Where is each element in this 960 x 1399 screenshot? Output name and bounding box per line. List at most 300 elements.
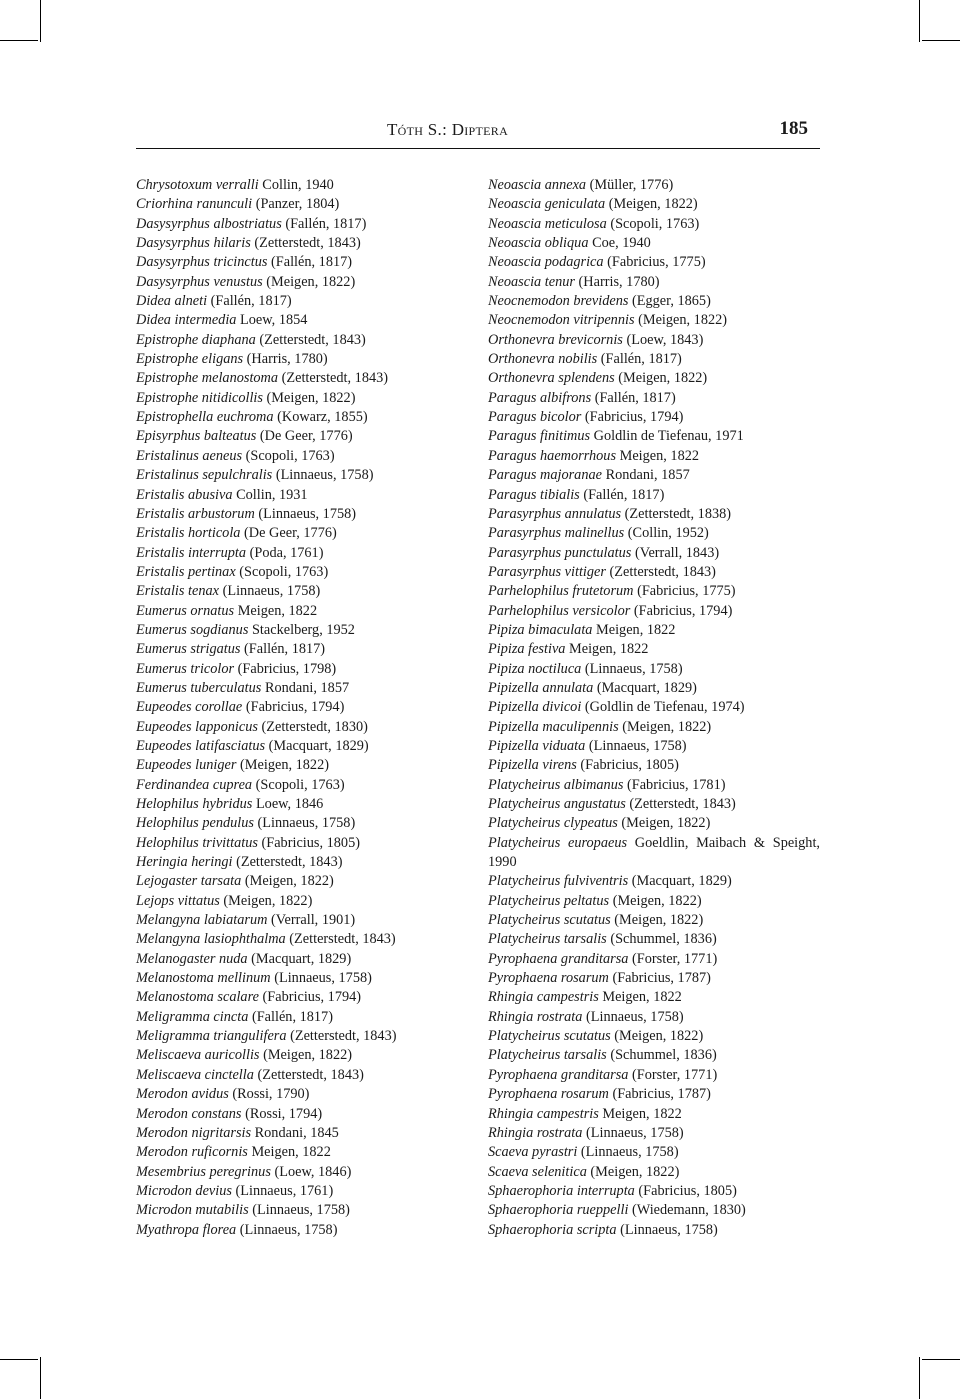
species-entry — [136, 834, 466, 853]
species-name: Pipiza noctiluca — [488, 660, 582, 677]
species-entry — [488, 1046, 820, 1065]
species-authority: (Meigen, 1822) — [638, 312, 728, 329]
species-authority: (Zetterstedt, 1843) — [289, 931, 396, 948]
species-authority: (Fallén, 1817) — [244, 641, 326, 658]
species-entry — [488, 1201, 820, 1220]
header-separator: : — [442, 120, 452, 139]
species-authority: (Fallén, 1817) — [271, 254, 353, 271]
species-authority: (Goldlin de Tiefenau, 1974) — [584, 699, 745, 716]
species-name: Meligramma triangulifera — [136, 1028, 287, 1045]
species-name: Eupeodes lapponicus — [136, 718, 258, 735]
species-authority: (Fallén, 1817) — [600, 351, 682, 368]
species-name: Scaeva selenitica — [488, 1163, 587, 1180]
species-name: Eristalis horticola — [136, 525, 241, 542]
species-authority: (Meigen, 1822) — [614, 1028, 704, 1045]
species-authority: (Linnaeus, 1758) — [252, 1202, 350, 1219]
species-entry — [488, 1027, 820, 1046]
species-authority: (Linnaeus, 1758) — [257, 815, 356, 832]
species-name: Eumerus sogdianus — [136, 621, 249, 638]
species-entry — [136, 814, 466, 833]
species-entry — [488, 447, 820, 466]
species-authority: (Verrall, 1843) — [634, 544, 720, 561]
species-name: Merodon nigritarsis — [136, 1124, 252, 1141]
species-name: Platycheirus peltatus — [488, 892, 610, 909]
species-entry — [136, 621, 466, 640]
species-entry — [136, 273, 466, 292]
species-authority: (Zetterstedt, 1843) — [281, 370, 389, 387]
species-authority: (Zetterstedt, 1843) — [609, 563, 716, 580]
species-name: Eristalis abusiva — [136, 486, 233, 503]
species-name: Lejogaster tarsata — [136, 873, 242, 890]
species-name: Pipizella divicoi — [488, 699, 582, 716]
species-entry — [136, 253, 466, 272]
species-authority: (Scopoli, 1763) — [245, 447, 335, 464]
species-authority: (Müller, 1776) — [589, 177, 674, 193]
species-entry — [136, 1105, 466, 1124]
species-name: Dasysyrphus tricinctus — [136, 254, 268, 271]
species-authority: (Linnaeus, 1758) — [239, 1221, 338, 1238]
species-authority: (Linnaeus, 1758) — [585, 1124, 684, 1141]
species-name: Dasysyrphus venustus — [136, 273, 263, 290]
species-entry — [488, 1163, 820, 1182]
species-entry — [488, 660, 820, 679]
species-name: Pipizella maculipennis — [488, 718, 619, 735]
species-entry — [136, 1143, 466, 1162]
species-authority: (Zetterstedt, 1843) — [254, 235, 361, 252]
species-authority: Goldlin de Tiefenau, 1971 — [593, 428, 744, 445]
species-name: Eristalinus aeneus — [136, 447, 243, 464]
species-authority: (Fabricius, 1794) — [245, 699, 345, 716]
species-authority: (Zetterstedt, 1843) — [236, 854, 343, 871]
species-entry — [136, 292, 466, 311]
species-authority: (Rossi, 1794) — [245, 1105, 323, 1122]
species-entry — [136, 1201, 466, 1220]
species-authority: (Meigen, 1822) — [612, 892, 702, 909]
species-entry — [488, 872, 820, 891]
species-name: Platycheirus fulviventris — [488, 873, 629, 890]
species-entry — [488, 1008, 820, 1027]
species-authority: Meigen, 1822 — [251, 1144, 331, 1161]
species-name: Didea alneti — [136, 293, 208, 310]
species-name: Microdon devius — [136, 1182, 232, 1199]
species-authority: (Fabricius, 1781) — [627, 776, 726, 793]
species-entry — [136, 466, 466, 485]
species-entry — [488, 331, 820, 350]
species-name: Orthonevra splendens — [488, 370, 615, 387]
species-authority: (Kowarz, 1855) — [277, 409, 368, 426]
species-authority: (Verrall, 1901) — [271, 912, 356, 929]
species-authority: (Schummel, 1836) — [610, 1047, 717, 1064]
species-entry — [488, 273, 820, 292]
species-name: Pipiza festiva — [488, 641, 566, 658]
species-entry — [488, 737, 820, 756]
species-authority: (Fabricius, 1805) — [580, 757, 679, 774]
species-name: Rhingia rostrata — [488, 1008, 583, 1025]
species-entry — [488, 795, 820, 814]
species-entry — [136, 524, 466, 543]
species-authority: Collin, 1931 — [236, 486, 308, 503]
species-authority: (Meigen, 1822) — [622, 718, 712, 735]
species-name: Neoascia obliqua — [488, 235, 589, 252]
species-entry — [136, 911, 466, 930]
species-entry — [136, 776, 466, 795]
species-name: Neoascia meticulosa — [488, 215, 607, 232]
species-name: Epistrophe melanostoma — [136, 370, 279, 387]
species-authority: Coe, 1940 — [592, 235, 651, 252]
species-name: Parasyrphus punctulatus — [488, 544, 632, 561]
species-name: Eumerus ornatus — [136, 602, 235, 619]
species-entry — [136, 582, 466, 601]
species-name: Parasyrphus malinellus — [488, 525, 625, 542]
species-entry — [136, 1008, 466, 1027]
species-name: Epistrophe nitidicollis — [136, 389, 263, 406]
species-authority: (Linnaeus, 1758) — [258, 505, 357, 522]
species-authority: (Scopoli, 1763) — [255, 776, 345, 793]
species-entry — [136, 195, 466, 214]
species-name: Pyrophaena rosarum — [488, 970, 609, 987]
species-name: Neoascia tenur — [488, 273, 575, 290]
species-entry — [488, 524, 820, 543]
species-authority: (Fabricius, 1794) — [262, 989, 362, 1006]
species-entry — [136, 679, 466, 698]
species-entry — [488, 756, 820, 775]
species-authority: (Linnaeus, 1758) — [275, 467, 374, 484]
species-entry — [136, 544, 466, 563]
species-entry — [136, 698, 466, 717]
species-entry — [136, 950, 466, 969]
species-authority: (Fallén, 1817) — [251, 1008, 333, 1025]
species-name: Eumerus tuberculatus — [136, 679, 262, 696]
species-authority: (Meigen, 1822) — [621, 815, 711, 832]
species-name: Pipiza bimaculata — [488, 621, 593, 638]
species-name: Helophilus trivittatus — [136, 834, 258, 851]
species-name: Platycheirus albimanus — [488, 776, 624, 793]
species-entry — [488, 563, 820, 582]
species-authority: (Fabricius, 1775) — [607, 254, 706, 271]
species-entry — [136, 1124, 466, 1143]
species-authority: Meigen, 1822 — [602, 1105, 682, 1122]
species-entry — [136, 447, 466, 466]
species-entry — [488, 1143, 820, 1162]
species-entry — [488, 253, 820, 272]
species-authority: (Loew, 1843) — [626, 331, 704, 348]
species-name: Helophilus hybridus — [136, 796, 253, 812]
header-section: Diptera — [451, 120, 509, 139]
species-entry — [488, 234, 820, 253]
species-authority: (Fallén, 1817) — [594, 389, 676, 406]
species-entry — [488, 988, 820, 1007]
species-entry — [488, 1221, 820, 1240]
species-entry — [136, 350, 466, 369]
species-entry — [136, 795, 466, 814]
species-entry — [488, 505, 820, 524]
species-entry — [488, 640, 820, 659]
species-name: Paragus majoranae — [488, 467, 602, 484]
crop-mark-top-right-h — [922, 40, 960, 41]
species-entry — [136, 1221, 466, 1240]
species-authority: (Meigen, 1822) — [590, 1163, 680, 1180]
species-entry — [488, 1105, 820, 1124]
species-authority: (Meigen, 1822) — [263, 1047, 352, 1064]
species-entry — [488, 930, 820, 949]
species-authority: Rondani, 1845 — [254, 1124, 339, 1141]
species-name: Eumerus strigatus — [136, 641, 241, 658]
species-entry — [136, 505, 466, 524]
species-authority: (Meigen, 1822) — [244, 873, 334, 890]
species-name: Sphaerophoria rueppelli — [488, 1202, 629, 1219]
species-name: Platycheirus tarsalis — [488, 931, 607, 948]
species-authority: (Panzer, 1804) — [255, 196, 340, 213]
species-name: Helophilus pendulus — [136, 815, 254, 832]
species-authority: (Macquart, 1829) — [251, 950, 352, 967]
species-name: Parhelophilus versicolor — [488, 602, 631, 619]
species-name: Paragus haemorrhous — [488, 447, 617, 464]
species-authority: (Linnaeus, 1758) — [274, 970, 372, 987]
species-entry — [136, 988, 466, 1007]
species-name: Platycheirus tarsalis — [488, 1047, 607, 1064]
species-name: Ferdinandea cuprea — [136, 776, 253, 793]
species-authority: (Meigen, 1822) — [266, 273, 356, 290]
species-authority: (Scopoli, 1763) — [239, 563, 329, 580]
species-entry — [136, 640, 466, 659]
species-authority: (Zetterstedt, 1830) — [261, 718, 368, 735]
species-name: Orthonevra nobilis — [488, 351, 598, 368]
crop-mark-top-left-h — [0, 40, 38, 41]
species-entry — [136, 1085, 466, 1104]
running-title — [387, 120, 508, 140]
species-authority: (Forster, 1771) — [632, 950, 718, 967]
species-name: Paragus finitimus — [488, 428, 591, 445]
species-entry — [488, 1182, 820, 1201]
species-name: Mesembrius peregrinus — [136, 1163, 271, 1180]
species-name: Criorhina ranunculi — [136, 196, 253, 213]
species-entry — [136, 660, 466, 679]
species-authority: (Schummel, 1836) — [610, 931, 717, 948]
header-author: Tóth S. — [387, 120, 443, 139]
species-name: Neocnemodon vitripennis — [488, 312, 635, 329]
species-entry — [136, 602, 466, 621]
species-name: Epistrophe eligans — [136, 351, 244, 368]
species-name: Melanostoma scalare — [136, 989, 259, 1006]
species-entry — [488, 892, 820, 911]
species-authority: Collin, 1940 — [262, 177, 334, 193]
species-entry — [488, 950, 820, 969]
species-entry — [488, 486, 820, 505]
species-authority: (Macquart, 1829) — [596, 679, 697, 696]
running-header — [136, 118, 820, 148]
species-authority: (Poda, 1761) — [249, 544, 324, 561]
species-authority: (Wiedemann, 1830) — [632, 1202, 746, 1219]
species-entry — [136, 872, 466, 891]
species-name: Merodon constans — [136, 1105, 242, 1122]
species-name: Paragus tibialis — [488, 486, 580, 503]
species-authority: (Meigen, 1822) — [223, 892, 313, 909]
crop-mark-bottom-right-h — [922, 1359, 960, 1360]
species-authority: (Scopoli, 1763) — [610, 215, 700, 232]
species-name: Meliscaeva auricollis — [136, 1047, 260, 1064]
species-authority: (Meigen, 1822) — [240, 757, 329, 774]
species-name: Epistrophella euchroma — [136, 409, 274, 426]
species-entry — [488, 1124, 820, 1143]
species-authority: (Fallén, 1817) — [210, 293, 292, 310]
species-entry — [136, 930, 466, 949]
species-name: Parasyrphus annulatus — [488, 505, 622, 522]
species-authority: (Linnaeus, 1758) — [588, 737, 687, 754]
species-entry — [488, 176, 820, 195]
species-authority: Stackelberg, 1952 — [251, 621, 355, 638]
species-name: Scaeva pyrastri — [488, 1144, 578, 1161]
species-name: Microdon mutabilis — [136, 1202, 249, 1219]
species-entry — [136, 1027, 466, 1046]
species-name: Platycheirus angustatus — [488, 796, 626, 812]
species-authority: (Macquart, 1829) — [268, 737, 369, 754]
species-name: Heringia heringi — [136, 854, 233, 871]
species-name: Pyrophaena granditarsa — [488, 950, 629, 967]
species-name: Rhingia campestris — [488, 1105, 599, 1122]
species-entry — [136, 737, 466, 756]
species-name: Eristalinus sepulchralis — [136, 467, 273, 484]
species-name: Melangyna lasiophthalma — [136, 931, 286, 948]
species-name: Sphaerophoria interrupta — [488, 1182, 635, 1199]
species-name: Eristalis interrupta — [136, 544, 247, 561]
crop-mark-top-left — [40, 0, 41, 42]
species-entry — [136, 389, 466, 408]
species-name: Neoascia podagrica — [488, 254, 604, 271]
species-entry — [136, 427, 466, 446]
species-name: Eristalis pertinax — [136, 563, 236, 580]
species-entry — [488, 969, 820, 988]
species-name: Eupeodes luniger — [136, 757, 237, 774]
species-entry — [136, 892, 466, 911]
species-authority: (Zetterstedt, 1838) — [624, 505, 732, 522]
species-entry — [136, 1046, 466, 1065]
species-authority: Meigen, 1822 — [619, 447, 700, 464]
species-authority: Loew, 1854 — [240, 312, 308, 329]
species-name: Paragus albifrons — [488, 389, 592, 406]
species-entry — [488, 621, 820, 640]
species-authority: (De Geer, 1776) — [259, 428, 353, 445]
species-entry — [488, 544, 820, 563]
species-list-left-column — [136, 176, 466, 1240]
species-name: Melanogaster nuda — [136, 950, 248, 967]
species-authority: Meigen, 1822 — [569, 641, 649, 658]
species-name: Pipizella viduata — [488, 737, 586, 754]
species-authority: Meigen, 1822 — [237, 602, 318, 619]
species-name: Rhingia rostrata — [488, 1124, 583, 1141]
species-entry — [136, 1182, 466, 1201]
species-name: Platycheirus scutatus — [488, 1028, 611, 1045]
species-authority: (Linnaeus, 1758) — [620, 1221, 718, 1238]
species-name: Pyrophaena rosarum — [488, 1086, 609, 1103]
species-entry — [136, 215, 466, 234]
species-name: Eristalis arbustorum — [136, 505, 255, 522]
species-entry — [488, 466, 820, 485]
species-authority: (Egger, 1865) — [632, 293, 711, 310]
species-entry — [136, 311, 466, 330]
species-name: Pipizella annulata — [488, 679, 594, 696]
species-name: Pipizella virens — [488, 757, 577, 774]
species-authority: (Zetterstedt, 1843) — [290, 1028, 397, 1045]
species-authority: (Fabricius, 1775) — [637, 583, 736, 600]
species-authority: Meigen, 1822 — [602, 989, 682, 1006]
species-name: Melangyna labiatarum — [136, 912, 268, 929]
species-authority: (Linnaeus, 1758) — [585, 1008, 684, 1025]
species-entry — [488, 718, 820, 737]
species-authority: Goeldlin, Maibach & Speight, 1990 — [488, 834, 820, 871]
species-name: Chrysotoxum verralli — [136, 177, 259, 193]
species-entry — [488, 389, 820, 408]
species-authority: (Loew, 1846) — [274, 1163, 352, 1180]
species-entry — [136, 369, 466, 388]
species-name: Episyrphus balteatus — [136, 428, 257, 445]
species-authority: (Zetterstedt, 1843) — [629, 796, 736, 812]
species-entry — [136, 408, 466, 427]
species-authority: (Linnaeus, 1758) — [580, 1144, 679, 1161]
species-authority: (Meigen, 1822) — [614, 912, 704, 929]
species-name: Pyrophaena granditarsa — [488, 1066, 629, 1083]
species-authority: (Fabricius, 1787) — [612, 970, 711, 987]
species-name: Dasysyrphus albostriatus — [136, 215, 282, 232]
species-name: Parasyrphus vittiger — [488, 563, 606, 580]
species-authority: (Meigen, 1822) — [608, 196, 698, 213]
species-authority: (Linnaeus, 1758) — [584, 660, 683, 677]
species-entry — [488, 369, 820, 388]
crop-mark-top-right — [919, 0, 920, 42]
species-entry — [136, 853, 466, 872]
species-authority: (Collin, 1952) — [627, 525, 709, 542]
species-name: Dasysyrphus hilaris — [136, 235, 251, 252]
species-authority: (De Geer, 1776) — [244, 525, 337, 542]
species-entry — [136, 969, 466, 988]
species-name: Myathropa florea — [136, 1221, 237, 1238]
species-authority: (Fabricius, 1787) — [612, 1086, 711, 1103]
species-list-right-column — [488, 176, 820, 1240]
species-authority: (Harris, 1780) — [578, 273, 660, 290]
crop-mark-bottom-left — [40, 1357, 41, 1399]
species-entry — [488, 776, 820, 795]
species-authority: (Fabricius, 1805) — [261, 834, 360, 851]
species-entry — [136, 176, 466, 195]
crop-mark-bottom-right — [919, 1357, 920, 1399]
species-name: Merodon avidus — [136, 1086, 229, 1103]
species-name: Neocnemodon brevidens — [488, 293, 629, 310]
species-name: Eristalis tenax — [136, 583, 219, 600]
species-authority: (Harris, 1780) — [246, 351, 328, 368]
species-name: Merodon ruficornis — [136, 1144, 248, 1161]
species-authority: (Linnaeus, 1761) — [235, 1182, 334, 1199]
species-entry — [488, 582, 820, 601]
species-authority: (Fabricius, 1794) — [633, 602, 733, 619]
species-authority: Loew, 1846 — [255, 796, 324, 812]
species-authority: (Fallén, 1817) — [583, 486, 665, 503]
species-entry — [488, 814, 820, 833]
species-authority: (Zetterstedt, 1843) — [259, 331, 366, 348]
species-entry — [136, 331, 466, 350]
header-rule — [136, 148, 820, 149]
species-entry — [136, 563, 466, 582]
species-entry — [488, 311, 820, 330]
species-authority: (Fabricius, 1794) — [584, 409, 684, 426]
species-authority: (Linnaeus, 1758) — [222, 583, 321, 600]
crop-mark-bottom-left-h — [0, 1359, 38, 1360]
species-name: Epistrophe diaphana — [136, 331, 256, 348]
species-authority: (Meigen, 1822) — [266, 389, 356, 406]
species-entry — [136, 756, 466, 775]
species-name: Eupeodes latifasciatus — [136, 737, 266, 754]
species-authority: Rondani, 1857 — [605, 467, 690, 484]
species-entry — [488, 215, 820, 234]
species-authority: (Zetterstedt, 1843) — [257, 1066, 364, 1083]
